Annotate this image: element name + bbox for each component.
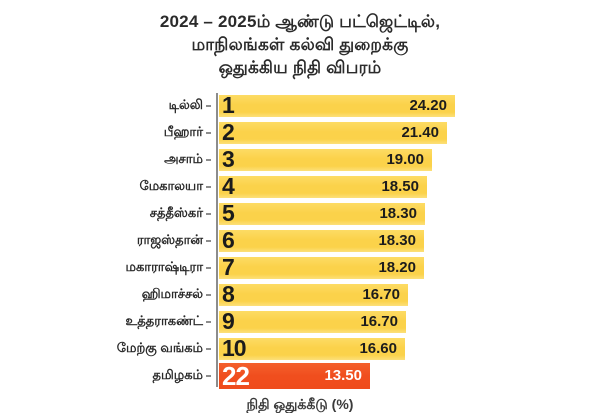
chart-row bbox=[0, 335, 600, 362]
state-label: ராஜஸ்தான் bbox=[136, 232, 203, 247]
chart-row bbox=[0, 146, 600, 173]
bar-area bbox=[219, 119, 600, 145]
chart-row bbox=[0, 362, 600, 389]
bar-value-label: 18.30 bbox=[378, 232, 416, 249]
bar-area bbox=[219, 200, 600, 226]
bar-area bbox=[219, 335, 600, 361]
chart-title-line-2: மாநிலங்கள் கல்வி துறைக்கு bbox=[191, 35, 409, 54]
tick-mark bbox=[206, 213, 211, 215]
bar-value-label: 18.30 bbox=[379, 205, 417, 222]
bar-value-label: 19.00 bbox=[386, 151, 424, 168]
tick-mark bbox=[206, 267, 211, 269]
state-label: தமிழகம் bbox=[152, 367, 203, 382]
rank-badge: 4 bbox=[222, 173, 234, 199]
chart-title bbox=[0, 10, 600, 79]
chart-row bbox=[0, 92, 600, 119]
chart-row bbox=[0, 281, 600, 308]
tick-mark bbox=[206, 375, 211, 377]
rank-badge: 22 bbox=[222, 360, 249, 391]
tick-mark bbox=[206, 105, 211, 107]
tick-mark bbox=[206, 321, 211, 323]
bar-value-label: 18.50 bbox=[381, 178, 419, 195]
rank-badge: 2 bbox=[222, 119, 234, 145]
x-axis-label: நிதி ஒதுக்கீடு (%) bbox=[246, 396, 354, 412]
chart-title-line-3: ஒதுக்கிய நிதி விபரம் bbox=[218, 58, 382, 77]
bar bbox=[219, 92, 455, 118]
bar bbox=[219, 308, 406, 334]
bar-value-label: 24.20 bbox=[409, 97, 447, 114]
chart-row bbox=[0, 254, 600, 281]
tick-mark bbox=[206, 240, 211, 242]
bar-chart bbox=[0, 92, 600, 413]
rank-badge: 7 bbox=[222, 254, 234, 280]
bar bbox=[219, 281, 408, 307]
state-label: அசாம் bbox=[164, 151, 203, 166]
tick-mark bbox=[206, 159, 211, 161]
state-label: ஹிமாச்சல் bbox=[141, 286, 203, 301]
rank-badge: 5 bbox=[222, 200, 234, 226]
rank-badge: 9 bbox=[222, 308, 234, 334]
bar-area bbox=[219, 360, 600, 391]
bar-area bbox=[219, 254, 600, 280]
state-label: சத்தீஸ்கர் bbox=[149, 205, 203, 220]
bar-area bbox=[219, 308, 600, 334]
state-label: உத்தராகண்ட் bbox=[125, 313, 203, 328]
chart-row bbox=[0, 227, 600, 254]
bar bbox=[219, 227, 424, 253]
chart-rows bbox=[0, 92, 600, 389]
bar-area bbox=[219, 92, 600, 118]
tick-mark bbox=[206, 294, 211, 296]
chart-row bbox=[0, 173, 600, 200]
bar-value-label: 13.50 bbox=[324, 367, 362, 384]
chart-row bbox=[0, 200, 600, 227]
chart-title-line-1: 2024 – 2025ம் ஆண்டு பட்ஜெட்டில், bbox=[159, 12, 441, 31]
bar-value-label: 21.40 bbox=[401, 124, 439, 141]
rank-badge: 10 bbox=[222, 335, 246, 361]
bar-area bbox=[219, 146, 600, 172]
rank-badge: 8 bbox=[222, 281, 234, 307]
bar-area bbox=[219, 173, 600, 199]
bar bbox=[219, 200, 425, 226]
rank-badge: 3 bbox=[222, 146, 234, 172]
bar-value-label: 16.70 bbox=[360, 313, 398, 330]
bar bbox=[219, 119, 447, 145]
state-label: மேற்கு வங்கம் bbox=[116, 340, 203, 355]
chart-row bbox=[0, 308, 600, 335]
tick-mark bbox=[206, 348, 211, 350]
bar-area bbox=[219, 227, 600, 253]
tick-mark bbox=[206, 186, 211, 188]
state-label: மகாராஷ்டிரா bbox=[125, 259, 203, 274]
bar-value-label: 18.20 bbox=[378, 259, 416, 276]
bar-area bbox=[219, 281, 600, 307]
rank-badge: 6 bbox=[222, 227, 234, 253]
bar-value-label: 16.70 bbox=[362, 286, 400, 303]
bar bbox=[219, 173, 427, 199]
state-label: டில்லி bbox=[168, 97, 203, 112]
tick-mark bbox=[206, 132, 211, 134]
state-label: மேகாலயா bbox=[139, 178, 203, 193]
bar bbox=[219, 254, 424, 280]
bar bbox=[219, 335, 405, 361]
chart-row bbox=[0, 119, 600, 146]
bar bbox=[219, 360, 370, 391]
state-label: பீஹார் bbox=[163, 124, 203, 139]
rank-badge: 1 bbox=[222, 92, 234, 118]
bar bbox=[219, 146, 432, 172]
bar-value-label: 16.60 bbox=[359, 340, 397, 357]
